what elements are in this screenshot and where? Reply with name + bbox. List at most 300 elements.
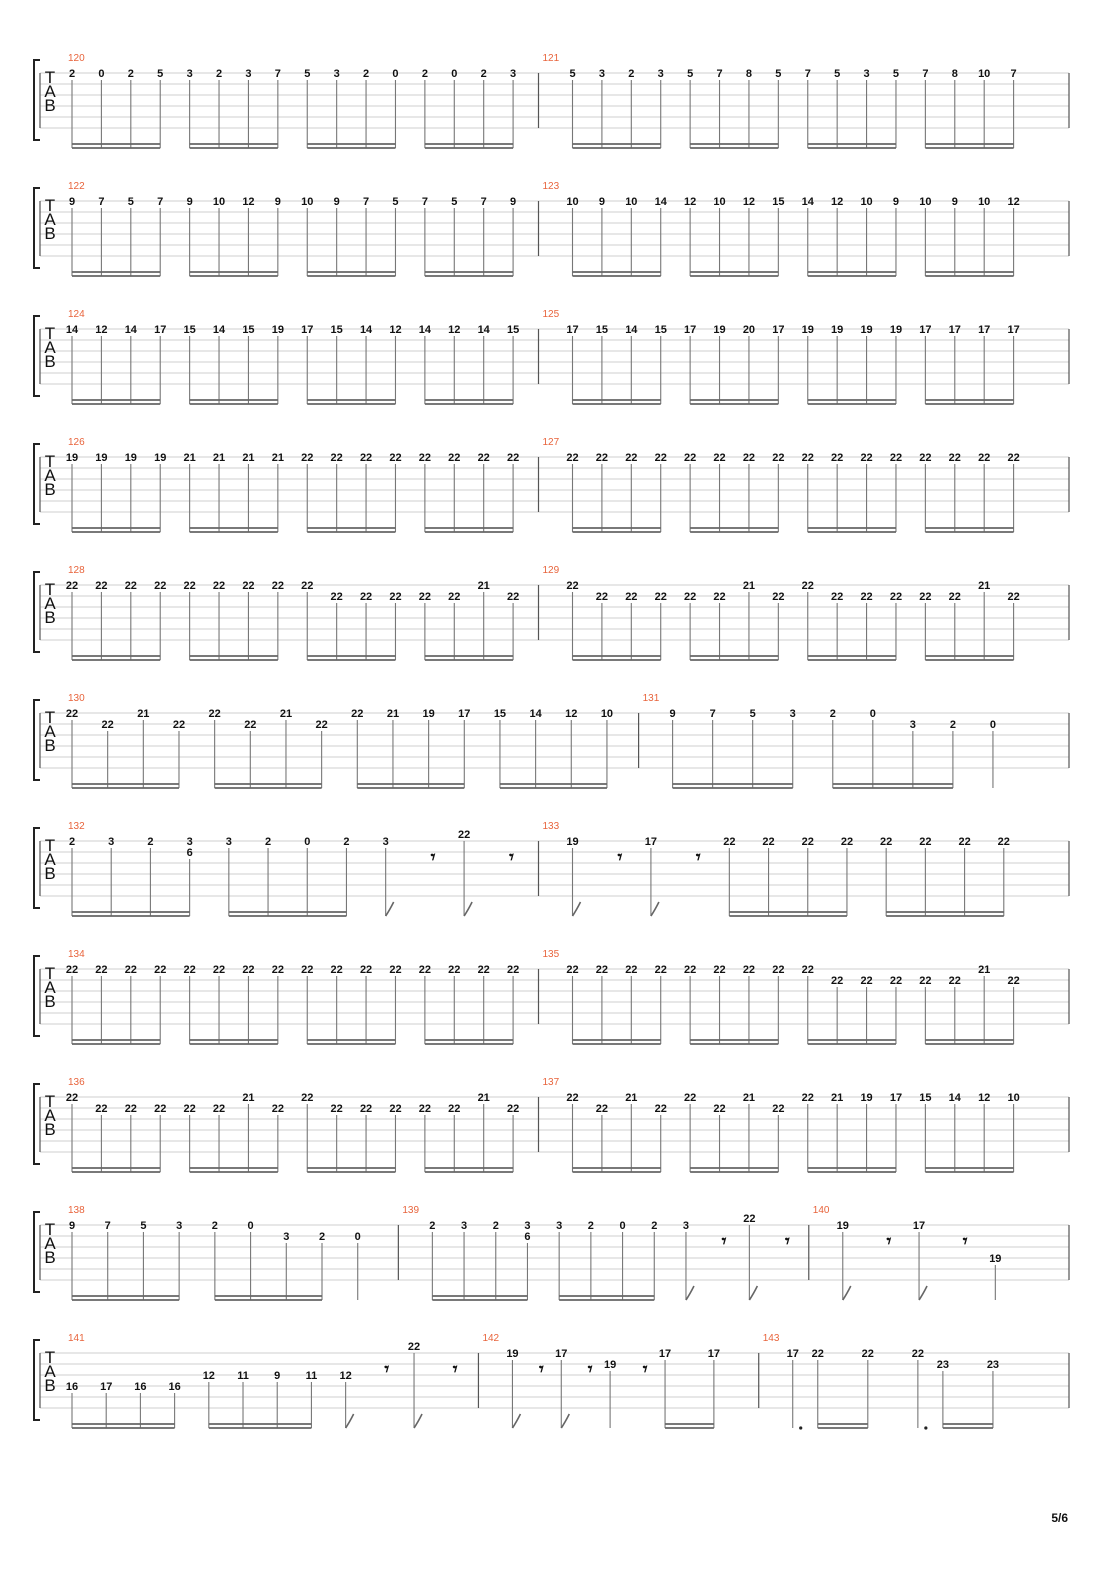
fret-number: 22	[301, 580, 314, 592]
fret-number: 22	[359, 591, 373, 603]
fret-number: 22	[801, 964, 814, 976]
fret-number: 22	[742, 452, 756, 464]
fret-number: 22	[772, 1103, 785, 1115]
fret-number: 22	[418, 1103, 431, 1115]
fret-number: 22	[359, 452, 373, 464]
fret-number: 5	[127, 196, 134, 208]
fret-number: 3	[108, 836, 115, 848]
system-brace	[34, 956, 40, 1036]
fret-number: 7	[1010, 68, 1017, 80]
fret-number: 3	[176, 1220, 183, 1232]
fret-number: 19	[860, 324, 873, 336]
measure-number: 141	[68, 1333, 85, 1344]
fret-number: 22	[330, 1103, 343, 1115]
tab-clef-letter: A	[44, 466, 56, 485]
measure-number: 130	[68, 693, 85, 704]
fret-number: 12	[448, 324, 461, 336]
fret-number: 19	[860, 1092, 873, 1104]
fret-number: 22	[713, 591, 726, 603]
fret-number: 22	[212, 1103, 226, 1115]
tab-clef-letter: T	[44, 708, 56, 727]
fret-number: 22	[801, 1092, 814, 1104]
fret-number: 2	[215, 68, 223, 80]
measure	[759, 1333, 999, 1430]
tab-clef-letter: A	[44, 338, 56, 357]
fret-number: 10	[919, 196, 932, 208]
tab-clef-letter: B	[44, 992, 56, 1011]
note-group	[937, 1359, 999, 1428]
fret-number: 17	[154, 324, 167, 336]
tab-clef-letter: T	[44, 580, 56, 599]
note-group	[802, 324, 902, 404]
fret-number: 22	[359, 1103, 373, 1115]
fret-number: 22	[242, 964, 255, 976]
measure	[539, 949, 1020, 1044]
eighth-rest-icon: 𝄾	[886, 1231, 892, 1252]
note-group	[743, 1213, 757, 1300]
eighth-flag-icon	[346, 1414, 354, 1428]
tab-clef-letter: T	[44, 324, 56, 343]
fret-number: 3	[863, 68, 870, 80]
fret-number: 12	[202, 1370, 215, 1382]
measure	[66, 1077, 519, 1172]
fret-number: 22	[124, 1103, 137, 1115]
tab-clef-letter: B	[44, 352, 56, 371]
note-group	[458, 829, 472, 916]
fret-number: 12	[242, 196, 255, 208]
fret-number: 22	[684, 591, 697, 603]
fret-number: 22	[95, 580, 108, 592]
fret-number: 22	[65, 580, 79, 592]
note-group	[569, 68, 663, 148]
tab-clef-letter: A	[44, 1106, 56, 1125]
note-group	[802, 1092, 902, 1172]
fret-number: 22	[359, 964, 373, 976]
note-group	[989, 1253, 1001, 1300]
eighth-rest-icon: 𝄾	[784, 1231, 790, 1252]
note-group	[837, 1220, 851, 1300]
tab-clef-letter: T	[44, 1220, 56, 1239]
tab-clef-letter: T	[44, 196, 56, 215]
fret-number: 22	[860, 975, 873, 987]
system-brace	[34, 828, 40, 908]
fret-number: 22	[723, 836, 736, 848]
rhythm-dot	[924, 1426, 927, 1429]
fret-number: 10	[978, 68, 991, 80]
note-group	[566, 196, 667, 276]
fret-number: 23	[936, 1359, 950, 1371]
measure-number: 136	[68, 1077, 85, 1088]
tab-clef-letter: A	[44, 722, 56, 741]
measure-number: 133	[542, 821, 560, 832]
note-group	[919, 1092, 1019, 1172]
note-group	[384, 1359, 389, 1380]
fret-number: 22	[772, 452, 785, 464]
note-group	[422, 68, 516, 148]
fret-number: 22	[889, 975, 903, 987]
fret-number: 21	[978, 964, 991, 976]
note-group	[723, 836, 853, 916]
fret-number: 7	[709, 708, 716, 720]
note-group	[618, 847, 623, 868]
note-group	[69, 1220, 182, 1300]
measure-number: 138	[68, 1205, 85, 1216]
fret-number: 11	[237, 1370, 249, 1382]
fret-number: 2	[829, 708, 836, 720]
fret-number: 17	[786, 1348, 799, 1360]
fret-number: 3	[556, 1220, 563, 1232]
fret-number: 2	[651, 1220, 658, 1232]
fret-number: 2	[318, 1231, 326, 1243]
fret-number: 22	[654, 591, 667, 603]
measure	[539, 309, 1020, 404]
fret-number: 5	[304, 68, 311, 80]
fret-number: 19	[422, 708, 435, 720]
fret-number: 12	[565, 708, 578, 720]
note-group	[408, 1341, 422, 1428]
fret-number: 2	[211, 1220, 218, 1232]
fret-number: 17	[948, 324, 961, 336]
rhythm-dot	[799, 1426, 802, 1429]
measure	[66, 565, 519, 660]
fret-number: 7	[480, 196, 487, 208]
tab-system	[34, 1205, 1069, 1300]
note-group	[509, 847, 514, 868]
fret-number: 6	[524, 1231, 531, 1243]
tab-clef-letter: A	[44, 82, 56, 101]
fret-number: 22	[831, 452, 844, 464]
eighth-flag-icon	[686, 1286, 694, 1300]
note-group	[419, 580, 519, 660]
eighth-rest-icon: 𝄾	[721, 1231, 727, 1252]
eighth-rest-icon: 𝄾	[452, 1359, 458, 1380]
fret-number: 17	[912, 1220, 926, 1232]
note-group	[301, 324, 401, 404]
note-group	[351, 708, 470, 788]
fret-number: 12	[1007, 196, 1020, 208]
fret-number: 22	[958, 836, 971, 848]
fret-number: 22	[315, 719, 328, 731]
fret-number: 16	[134, 1381, 147, 1393]
note-group	[802, 580, 902, 660]
note-group	[785, 1231, 790, 1252]
measure	[66, 309, 519, 404]
eighth-flag-icon	[573, 902, 581, 916]
fret-number: 9	[274, 196, 281, 208]
fret-number: 5	[749, 708, 756, 720]
note-group	[566, 1092, 666, 1172]
fret-number: 20	[742, 324, 756, 336]
fret-number: 19	[831, 324, 844, 336]
tab-clef-letter: A	[44, 210, 56, 229]
note-group	[226, 836, 350, 916]
fret-number: 22	[919, 836, 932, 848]
fret-number: 3	[657, 68, 664, 80]
fret-number: 17	[301, 324, 314, 336]
fret-number: 7	[922, 68, 929, 80]
fret-number: 22	[95, 1103, 108, 1115]
note-group	[184, 1092, 284, 1172]
fret-number: 21	[242, 452, 255, 464]
note-group	[684, 324, 784, 404]
fret-number: 22	[595, 964, 609, 976]
fret-number: 22	[860, 591, 873, 603]
fret-number: 22	[351, 708, 364, 720]
note-group	[555, 1348, 569, 1428]
fret-number: 2	[147, 836, 154, 848]
fret-number: 15	[654, 324, 667, 336]
fret-number: 22	[448, 964, 461, 976]
fret-number: 22	[389, 964, 402, 976]
system-brace	[34, 188, 40, 268]
fret-number: 7	[274, 68, 281, 80]
fret-number: 2	[127, 68, 134, 80]
fret-number: 22	[595, 591, 609, 603]
measure	[398, 1205, 790, 1300]
note-group	[301, 580, 401, 660]
fret-number: 22	[65, 964, 79, 976]
note-group	[340, 1370, 354, 1428]
fret-number: 22	[762, 836, 775, 848]
fret-number: 22	[330, 591, 343, 603]
note-group	[539, 1359, 544, 1380]
fret-number: 3	[283, 1231, 290, 1243]
fret-number: 22	[389, 1103, 402, 1115]
fret-number: 22	[271, 1103, 284, 1115]
fret-number: 5	[451, 196, 458, 208]
fret-number: 19	[801, 324, 814, 336]
tab-clef-letter: T	[44, 452, 56, 471]
fret-number: 15	[595, 324, 609, 336]
note-group	[566, 324, 666, 404]
note-group	[670, 708, 796, 788]
tab-clef-letter: B	[44, 1120, 56, 1139]
measure-number: 135	[542, 949, 560, 960]
note-group	[913, 1220, 927, 1300]
fret-number: 22	[506, 1103, 520, 1115]
note-group	[66, 324, 166, 404]
fret-number: 22	[889, 591, 903, 603]
fret-number: 5	[392, 196, 399, 208]
fret-number: 9	[510, 196, 517, 208]
tab-clef-letter: A	[44, 850, 56, 869]
fret-number: 10	[978, 196, 991, 208]
fret-number: 19	[506, 1348, 519, 1360]
fret-number: 14	[65, 324, 79, 336]
fret-number: 22	[625, 591, 638, 603]
eighth-rest-icon: 𝄾	[509, 847, 514, 868]
note-group	[453, 1359, 458, 1380]
note-group	[787, 1348, 803, 1430]
fret-number: 0	[304, 836, 311, 848]
eighth-rest-icon: 𝄾	[695, 847, 701, 868]
fret-number: 22	[389, 452, 402, 464]
tab-system	[34, 565, 1069, 660]
fret-number: 21	[477, 1092, 490, 1104]
fret-number: 9	[274, 1370, 281, 1382]
fret-number: 19	[836, 1220, 849, 1232]
fret-number: 2	[587, 1220, 594, 1232]
fret-number: 0	[98, 68, 105, 80]
fret-number: 3	[245, 68, 252, 80]
fret-number: 22	[506, 964, 520, 976]
fret-number: 22	[65, 1092, 79, 1104]
fret-number: 22	[861, 1348, 874, 1360]
note-group	[69, 68, 163, 148]
note-group	[802, 196, 899, 276]
fret-number: 9	[68, 196, 76, 208]
fret-number: 10	[713, 196, 726, 208]
note-group	[66, 580, 166, 660]
note-group	[880, 836, 1010, 916]
fret-number: 21	[625, 1092, 638, 1104]
fret-number: 2	[264, 836, 272, 848]
fret-number: 15	[772, 196, 785, 208]
tab-clef-letter: T	[44, 836, 56, 855]
fret-number: 3	[789, 708, 796, 720]
fret-number: 3	[909, 719, 916, 731]
note-group	[184, 324, 284, 404]
measure	[639, 693, 996, 788]
fret-number: 14	[948, 1092, 961, 1104]
fret-number: 10	[860, 196, 873, 208]
eighth-rest-icon: 𝄾	[538, 1359, 544, 1380]
note-group	[659, 1348, 720, 1428]
fret-number: 15	[493, 708, 507, 720]
fret-number: 12	[831, 196, 844, 208]
fret-number: 22	[801, 836, 814, 848]
measure-number: 131	[642, 693, 660, 704]
fret-number: 14	[529, 708, 542, 720]
fret-number: 9	[186, 196, 193, 208]
tab-system	[34, 437, 1069, 532]
note-group	[643, 1359, 648, 1380]
tab-system	[34, 53, 1069, 148]
note-group	[684, 1092, 784, 1172]
eighth-flag-icon	[414, 1414, 422, 1428]
measure-number: 127	[542, 437, 560, 448]
page-number: 5/6	[1051, 1511, 1068, 1525]
note-group	[184, 580, 284, 660]
fret-number: 8	[951, 68, 958, 80]
fret-number: 22	[997, 836, 1010, 848]
fret-number: 7	[421, 196, 428, 208]
tab-system	[34, 1333, 1069, 1430]
note-group	[301, 196, 398, 276]
note-group	[66, 452, 166, 532]
note-group	[419, 452, 519, 532]
fret-number: 22	[684, 452, 697, 464]
fret-number: 19	[271, 324, 284, 336]
fret-number: 12	[95, 324, 108, 336]
fret-number: 22	[183, 580, 196, 592]
fret-number: 9	[951, 196, 958, 208]
fret-number: 17	[919, 324, 932, 336]
fret-number: 10	[301, 196, 314, 208]
fret-number: 22	[566, 964, 579, 976]
measure	[66, 693, 613, 788]
fret-number: 5	[892, 68, 900, 80]
fret-number: 10	[212, 196, 226, 208]
fret-number: 22	[95, 964, 108, 976]
note-group	[604, 1359, 616, 1428]
fret-number: 22	[183, 1103, 196, 1115]
fret-number: 22	[566, 452, 579, 464]
fret-number: 19	[65, 452, 79, 464]
fret-number: 22	[418, 964, 431, 976]
fret-number: 10	[1007, 1092, 1020, 1104]
fret-number: 22	[831, 975, 844, 987]
note-group	[184, 964, 284, 1044]
note-group	[304, 68, 398, 148]
fret-number: 22	[713, 452, 726, 464]
note-group	[419, 1092, 519, 1172]
tab-clef-letter: A	[44, 1362, 56, 1381]
fret-number: 22	[65, 708, 79, 720]
tab-clef-letter: B	[44, 736, 56, 755]
fret-number: 17	[644, 836, 658, 848]
tab-clef-letter: B	[44, 1376, 56, 1395]
note-group	[383, 836, 394, 916]
fret-number: 6	[186, 847, 193, 859]
fret-number: 22	[124, 964, 137, 976]
note-group	[963, 1231, 968, 1252]
note-group	[66, 1092, 166, 1172]
fret-number: 7	[363, 196, 370, 208]
fret-number: 5	[687, 68, 694, 80]
fret-number: 17	[978, 324, 991, 336]
measure	[539, 565, 1020, 660]
fret-number: 21	[271, 452, 284, 464]
eighth-rest-icon: 𝄾	[430, 847, 436, 868]
tab-clef-letter: A	[44, 1234, 56, 1253]
fret-number: 21	[279, 708, 293, 720]
fret-number: 21	[477, 580, 490, 592]
fret-number: 22	[742, 964, 756, 976]
fret-number: 12	[389, 324, 402, 336]
fret-number: 22	[1007, 452, 1020, 464]
note-group	[419, 324, 519, 404]
fret-number: 0	[989, 719, 997, 731]
fret-number: 22	[919, 591, 932, 603]
fret-number: 22	[889, 452, 903, 464]
fret-number: 14	[418, 324, 431, 336]
fret-number: 17	[1007, 324, 1020, 336]
fret-number: 9	[68, 1220, 76, 1232]
measure-number: 139	[402, 1205, 420, 1216]
tab-clef-letter: B	[44, 96, 56, 115]
note-group	[187, 68, 281, 148]
note-group	[919, 452, 1019, 532]
fret-number: 22	[172, 719, 186, 731]
fret-number: 2	[492, 1220, 499, 1232]
fret-number: 22	[948, 975, 961, 987]
eighth-flag-icon	[919, 1286, 927, 1300]
fret-number: 22	[418, 591, 431, 603]
fret-number: 22	[301, 964, 314, 976]
note-group	[812, 1348, 874, 1428]
fret-number: 22	[154, 1103, 167, 1115]
tab-clef-letter: T	[44, 1348, 56, 1367]
measure-number: 132	[68, 821, 85, 832]
tab-clef-letter: T	[44, 1092, 56, 1111]
tab-clef-letter: A	[44, 978, 56, 997]
fret-number: 11	[305, 1370, 318, 1382]
fret-number: 22	[389, 591, 402, 603]
note-group	[301, 1092, 401, 1172]
note-group	[990, 719, 996, 788]
fret-number: 21	[212, 452, 226, 464]
